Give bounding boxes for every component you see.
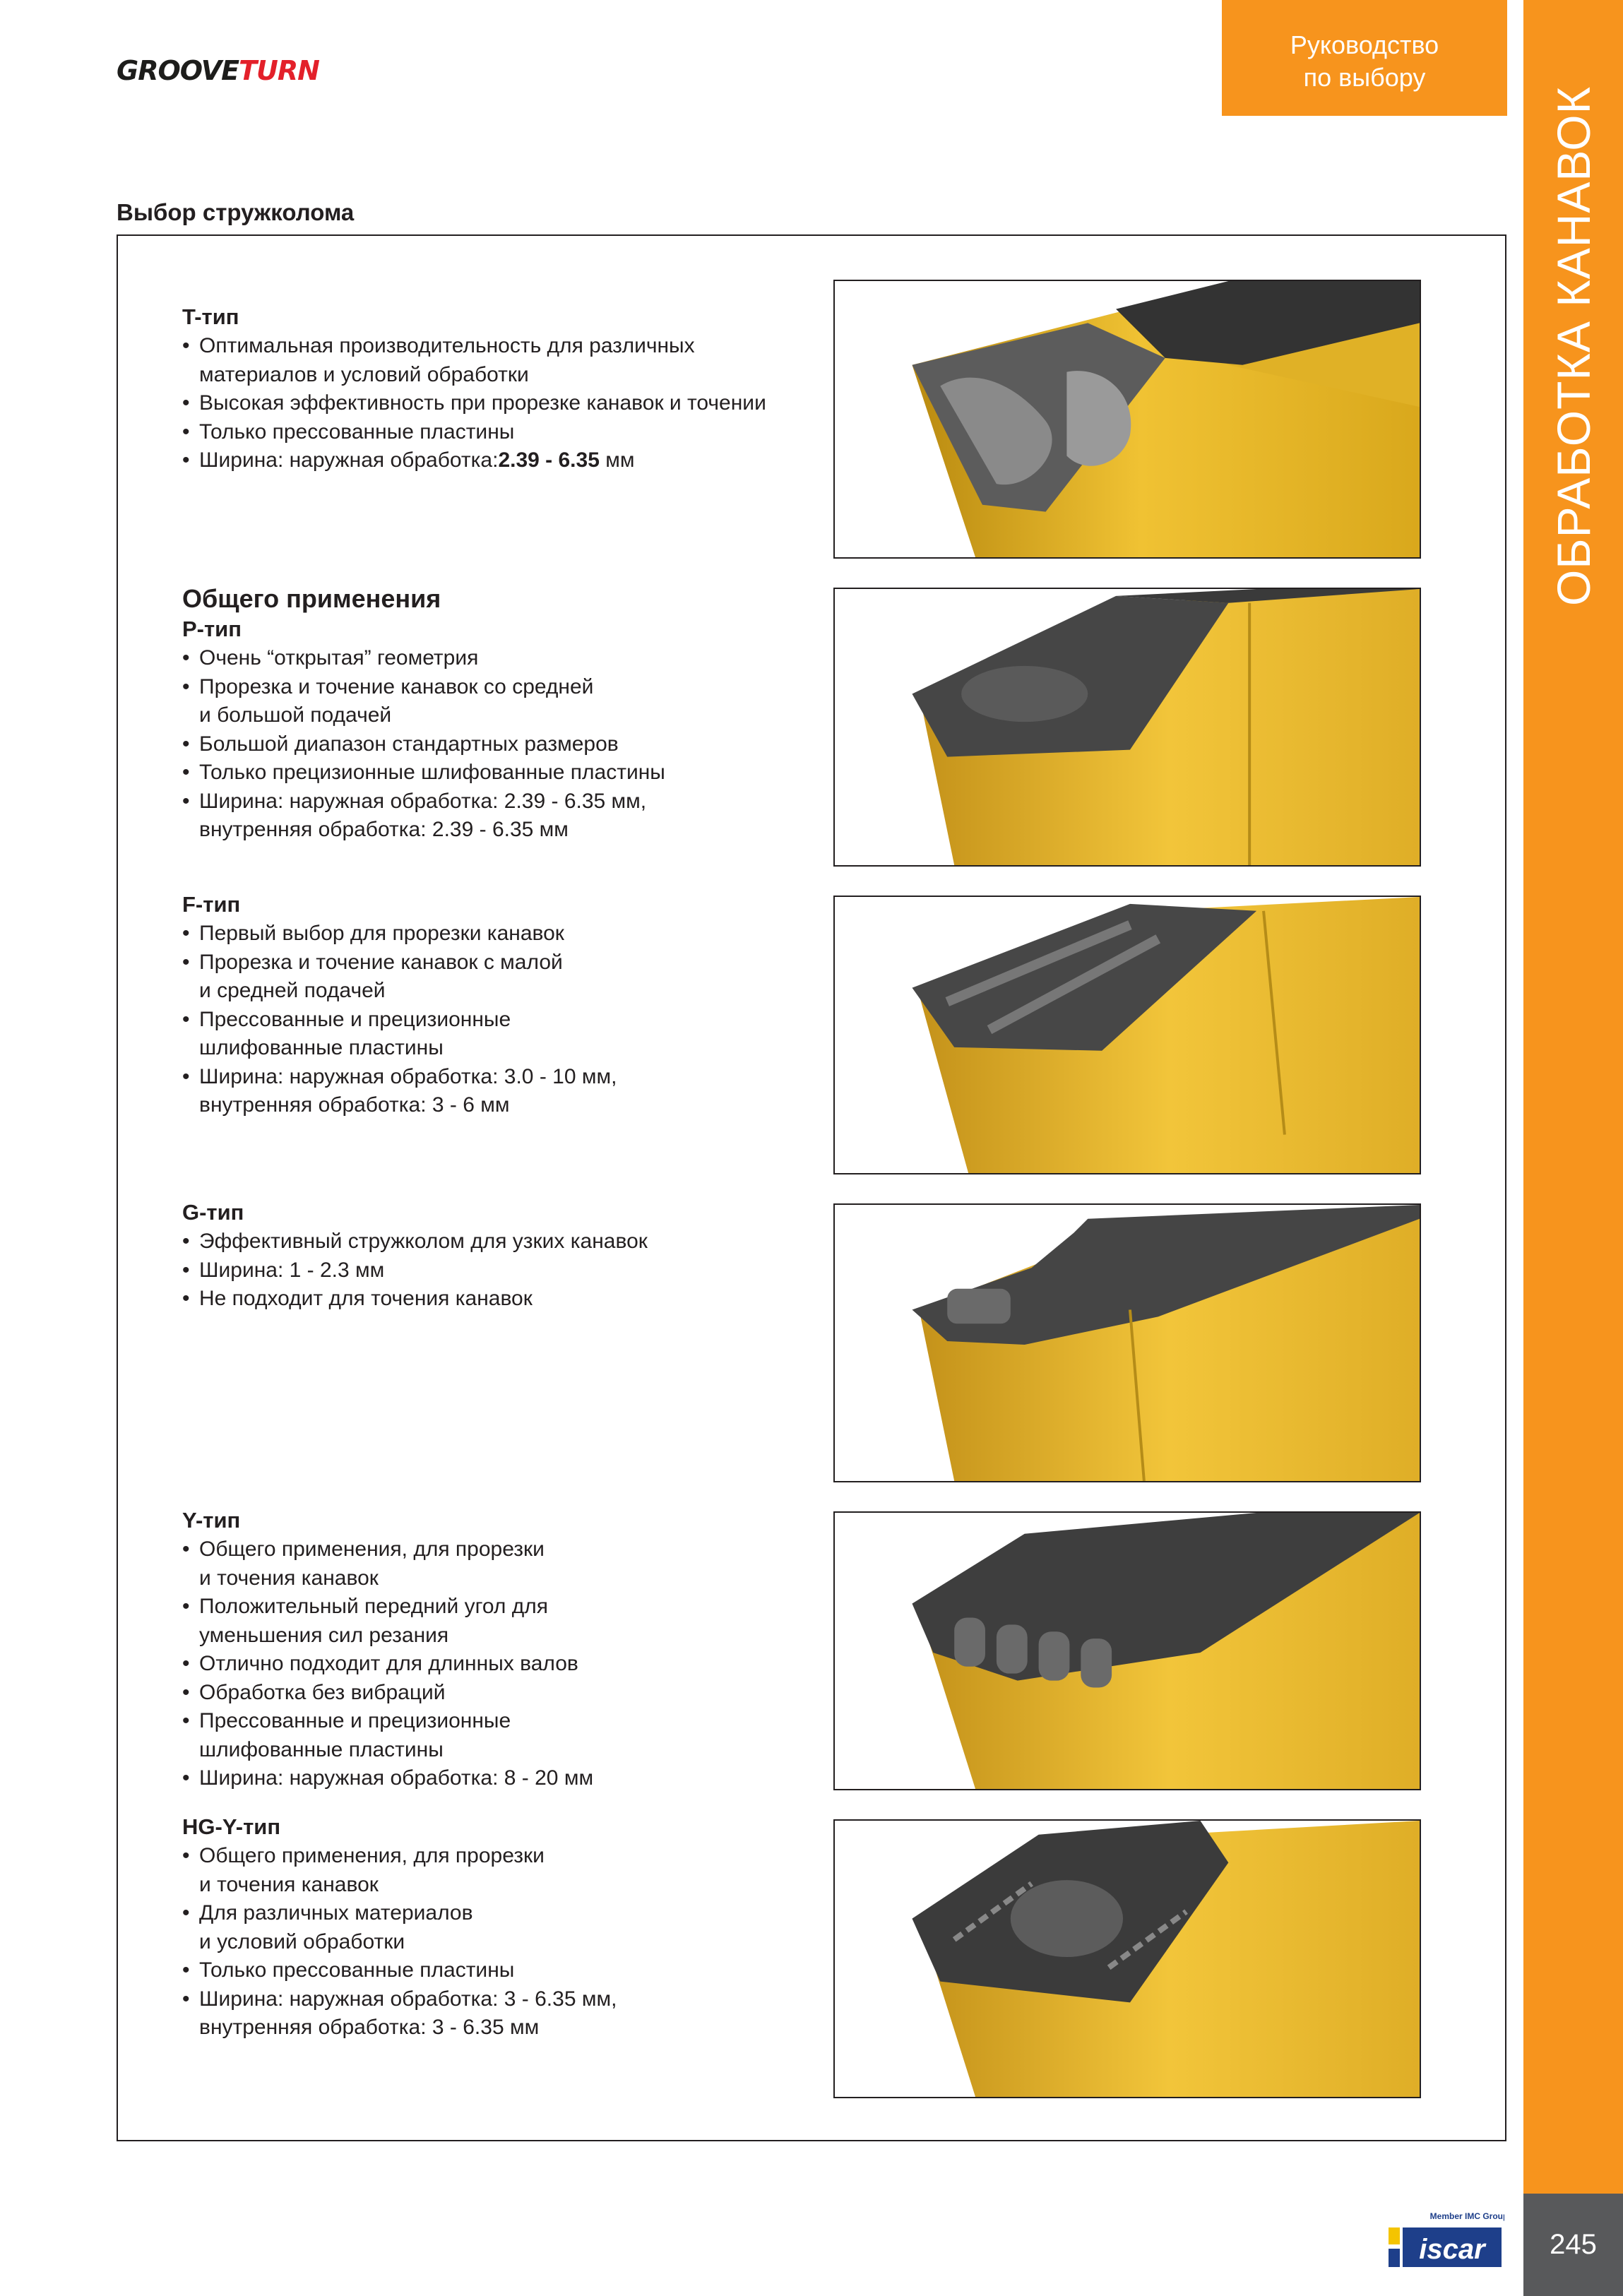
block-title: T-тип — [182, 304, 239, 329]
list-item: • Прессованные и прецизионные шлифованные пластины — [182, 1006, 846, 1063]
block-title: HG-Y-тип — [182, 1814, 281, 1839]
chipformer-block-g — [182, 1198, 846, 1314]
brand-turn: TURN — [239, 55, 319, 86]
list-item: • Отлично подходит для длинных валов — [182, 1650, 846, 1679]
block-title: G-тип — [182, 1200, 244, 1225]
insert-image-t-type — [833, 280, 1421, 559]
list-item: • Обработка без вибраций — [182, 1679, 846, 1708]
list-item: • Только прессованные пластины — [182, 418, 846, 447]
list-item: • Прорезка и точение канавок со средней и большой подачей — [182, 673, 846, 730]
chipformer-block-y — [182, 1506, 846, 1793]
list-item: • Для различных материалов и условий обработки — [182, 1899, 846, 1956]
chipformer-block-p — [182, 583, 846, 845]
list-item: • Ширина: наружная обработка: 8 - 20 мм — [182, 1764, 846, 1793]
insert-image-p-type — [833, 588, 1421, 867]
chipformer-block-hg-y — [182, 1812, 846, 2042]
list-item: • Положительный передний угол для уменьшения сил резания — [182, 1593, 846, 1650]
bullet-list — [182, 332, 846, 475]
insert-image-hg-y-type — [833, 1819, 1421, 2098]
list-item: • Прессованные и прецизионные шлифованные пластины — [182, 1707, 846, 1764]
list-item: • Ширина: наружная обработка:2.39 - 6.35 мм — [182, 446, 846, 475]
list-item: • Большой диапазон стандартных размеров — [182, 730, 846, 759]
block-title: F-тип — [182, 892, 241, 917]
list-item: • Только прецизионные шлифованные пластины — [182, 759, 846, 787]
insert-image-y-type — [833, 1511, 1421, 1790]
guide-line-2: по выбору — [1303, 63, 1426, 92]
bullet-list — [182, 1842, 846, 2042]
list-item: • Ширина: наружная обработка: 2.39 - 6.35 мм, внутренняя обработка: 2.39 - 6.35 мм — [182, 787, 846, 845]
brand-groove: GROOVE — [117, 55, 239, 86]
page-number: 245 — [1523, 2194, 1623, 2296]
chipformer-block-f — [182, 890, 846, 1120]
list-item: • Прорезка и точение канавок с малой и средней подачей — [182, 948, 846, 1006]
block-title: Y-тип — [182, 1508, 241, 1533]
list-item: • Не подходит для точения канавок — [182, 1285, 846, 1314]
chipformer-block-t — [182, 302, 846, 475]
list-item: • Ширина: наружная обработка: 3.0 - 10 мм, внутренняя обработка: 3 - 6 мм — [182, 1063, 846, 1120]
list-item: • Оптимальная производительность для различных материалов и условий обработки — [182, 332, 846, 389]
list-item: • Первый выбор для прорезки канавок — [182, 920, 846, 948]
block-title: P-тип — [182, 617, 242, 641]
side-title-text: ОБРАБОТКА КАНАВОК — [1547, 85, 1600, 607]
guide-line-1: Руководство — [1290, 30, 1439, 59]
list-item: • Общего применения, для прорезки и точения канавок — [182, 1535, 846, 1593]
bullet-list — [182, 920, 846, 1120]
list-item: • Только прессованные пластины — [182, 1956, 846, 1985]
list-item: • Общего применения, для прорезки и точения канавок — [182, 1842, 846, 1899]
bullet-list — [182, 644, 846, 845]
list-item: • Ширина: 1 - 2.3 мм — [182, 1256, 846, 1285]
svg-text:iscar: iscar — [1419, 2234, 1485, 2265]
iscar-logo — [1384, 2203, 1504, 2274]
list-item: • Эффективный стружколом для узких канавок — [182, 1227, 846, 1256]
group-title: Общего применения — [182, 584, 441, 613]
svg-text:Member IMC Group: Member IMC Group — [1429, 2211, 1504, 2221]
insert-image-f-type — [833, 896, 1421, 1174]
section-title: Выбор стружколома — [117, 199, 355, 225]
list-item: • Очень “открытая” геометрия — [182, 644, 846, 673]
selection-guide-badge — [1222, 0, 1507, 116]
brand-logo-grooveturn — [117, 55, 319, 86]
side-section-title — [1523, 85, 1623, 607]
bullet-list — [182, 1227, 846, 1314]
bullet-list — [182, 1535, 846, 1793]
list-item: • Ширина: наружная обработка: 3 - 6.35 мм, внутренняя обработка: 3 - 6.35 мм — [182, 1985, 846, 2042]
list-item: • Высокая эффективность при прорезке канавок и точении — [182, 389, 846, 418]
insert-image-g-type — [833, 1203, 1421, 1482]
